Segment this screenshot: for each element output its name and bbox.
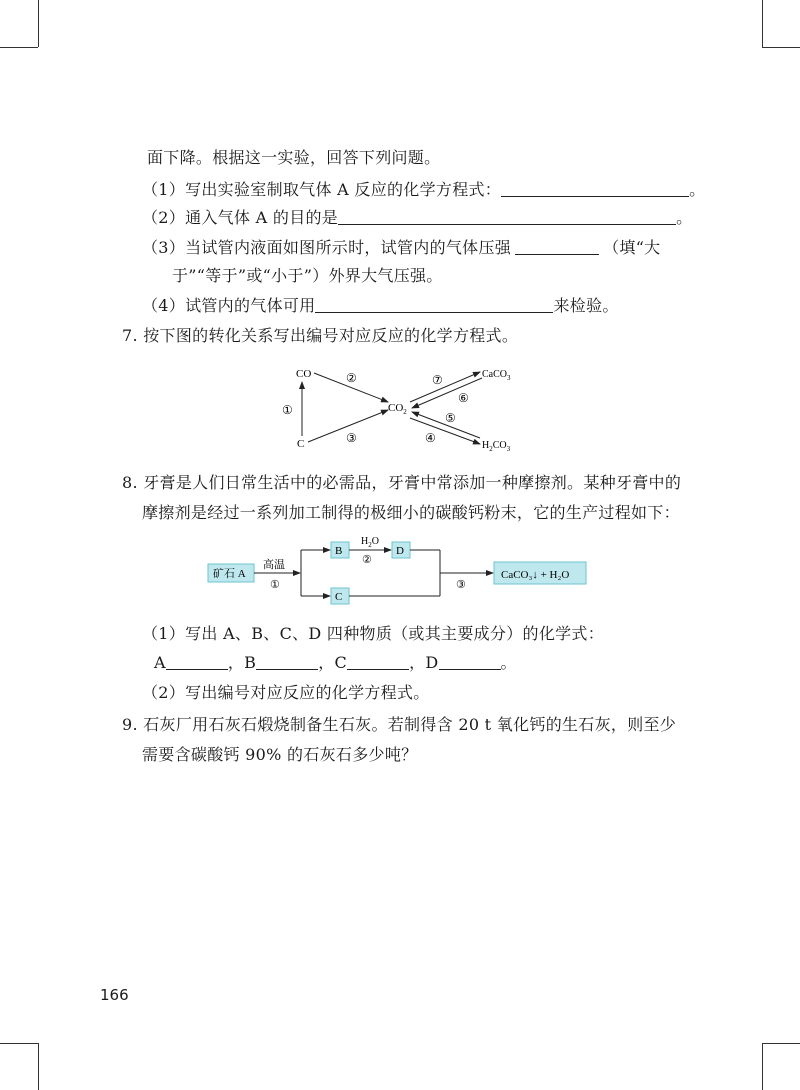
crop-mark [38,1043,39,1090]
crop-mark [0,47,38,48]
problem-7: 7. 按下图的转化关系写出编号对应反应的化学方程式。 [122,326,519,345]
number-1: ① [270,579,280,591]
question-end: 。 [676,208,693,227]
high-temp-label: 高温 [263,559,285,571]
question-3 [142,238,660,258]
problem-9-line-1: 9. 石灰厂用石灰石煅烧制备生石灰。若制得含 20 t 氧化钙的生石灰，则至少 [122,715,677,734]
crop-mark [762,0,763,47]
d-label: D [396,545,404,557]
answer-end: 。 [500,653,517,672]
number-2: ② [362,554,372,566]
arrow-6 [412,378,482,408]
co2-label: $CO_2$ [388,402,407,416]
b-label: B [335,545,343,557]
question-text: （3）当试管内液面如图所示时，试管内的气体压强 [142,238,512,257]
number-7: ⑦ [432,373,443,387]
number-3: ③ [456,579,466,591]
answer-c-label: ，C [318,653,348,672]
number-4: ④ [425,431,436,445]
number-5: ⑤ [445,411,456,425]
number-2: ② [346,371,357,385]
problem-8-line-1: 8. 牙膏是人们日常生活中的必需品，牙膏中常添加一种摩擦剂。某种牙膏中的 [122,473,682,492]
crop-mark [0,1043,38,1044]
number-3: ③ [346,431,357,445]
c-label: C [297,438,305,450]
co-label: CO [296,368,312,380]
problem-8-line-2: 摩擦剂是经过一系列加工制得的极细小的碳酸钙粉末，它的生产过程如下： [142,503,680,522]
question-text: （2）通入气体 A 的目的是 [142,208,339,227]
product-label: CaCO₃↓ + H₂O [501,569,570,581]
crop-mark [38,0,39,47]
question-end: 来检验。 [553,296,619,315]
number-6: ⑥ [458,391,469,405]
answer-blank[interactable] [501,180,689,197]
crop-mark [762,1043,763,1090]
answer-a-label: A [154,653,166,672]
ore-label: 矿石 A [213,568,246,580]
answer-b-blank[interactable] [256,653,318,670]
question-2 [142,208,692,228]
answer-d-label: ，D [409,653,439,672]
answer-line [154,653,517,673]
question-text: （1）写出实验室制取气体 A 反应的化学方程式： [142,180,502,199]
answer-a-blank[interactable] [166,653,228,670]
answer-c-blank[interactable] [347,653,409,670]
question-end: 。 [689,180,706,199]
problem-8-question-2: （2）写出编号对应反应的化学方程式。 [142,683,430,702]
question-text: （4）试管内的气体可用 [142,296,316,315]
question-1 [142,180,705,200]
page-number: 166 [100,986,129,1004]
crop-mark [762,47,800,48]
answer-blank[interactable] [515,238,599,255]
c-label: C [335,591,343,603]
caco3-label: CaCO$_3$ [482,369,511,382]
problem-8-question-1: （1）写出 A、B、C、D 四种物质（或其主要成分）的化学式： [142,624,605,643]
question-end: （填“大 [603,238,661,257]
text-line: 面下降。根据这一实验，回答下列问题。 [147,148,441,167]
answer-blank[interactable] [315,296,553,313]
arrow-7 [410,372,480,402]
text-line: 于”“等于”或“小于”）外界大气压强。 [172,266,443,285]
question-4 [142,296,619,316]
h2co3-label: $H_2CO_3$ [482,440,511,453]
answer-d-blank[interactable] [439,653,501,670]
water-label: $H_2O$ [361,536,379,549]
answer-blank[interactable] [338,208,676,225]
crop-mark [762,1043,800,1044]
problem-9-line-2: 需要含碳酸钙 90% 的石灰石多少吨？ [142,745,418,764]
production-flow-diagram [200,532,600,612]
number-1: ① [282,403,293,417]
conversion-diagram [270,358,550,458]
answer-b-label: ，B [227,653,257,672]
